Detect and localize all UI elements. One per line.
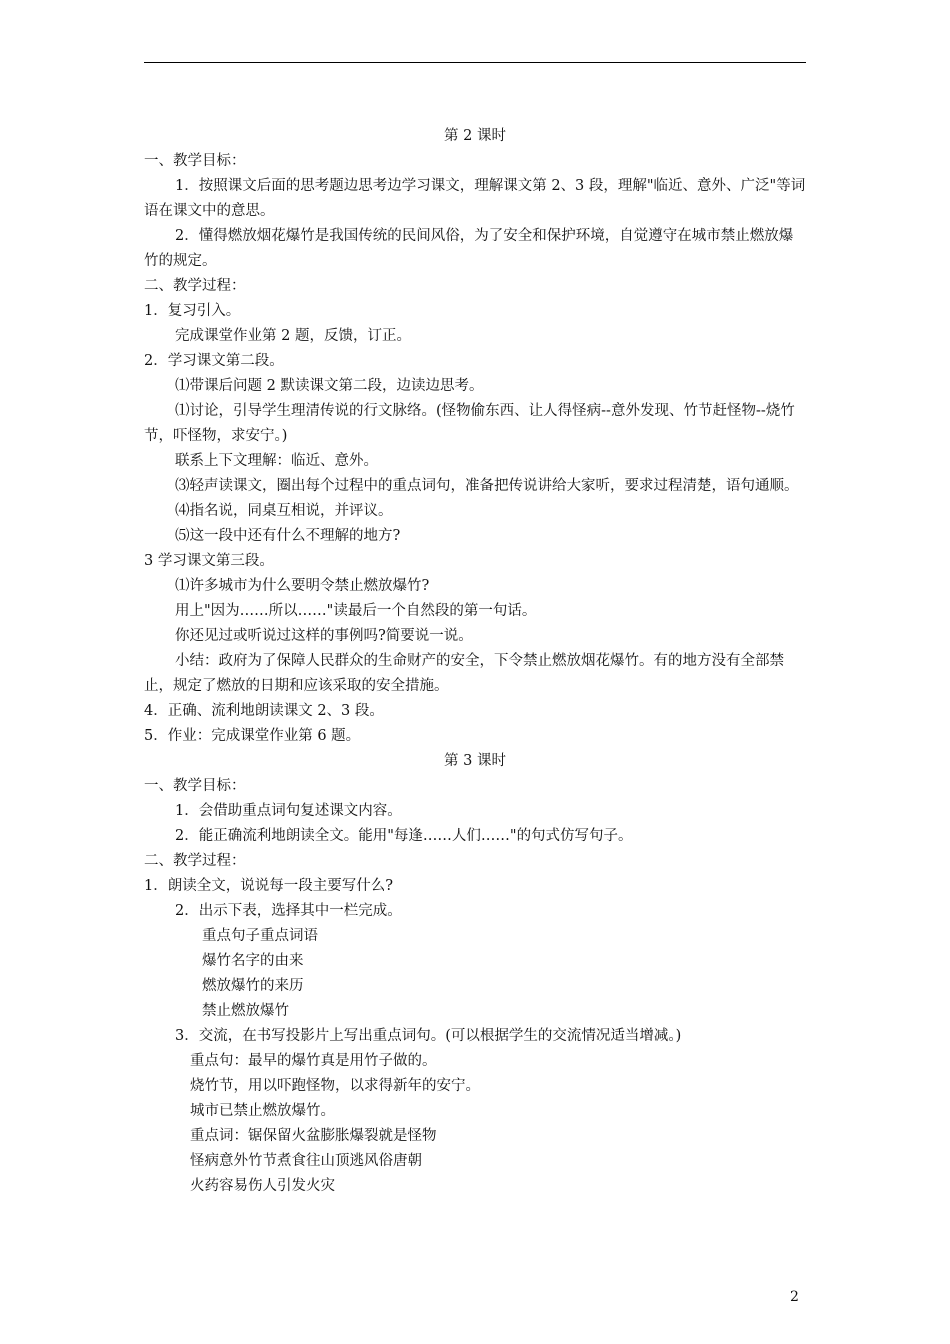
header-rule — [144, 62, 806, 63]
lesson2-step4: 4．正确、流利地朗读课文 2、3 段。 — [144, 703, 384, 719]
key-word-line: 怪病意外竹节煮食往山顶逃风俗唐朝 — [190, 1153, 422, 1169]
table-line: 爆竹名字的由来 — [202, 953, 304, 969]
lesson2-step1-title: 1．复习引入。 — [144, 303, 241, 319]
lesson2-step2-item: ⑶轻声读课文，圈出每个过程中的重点词句，准备把传说讲给大家听，要求过程清楚，语句通顺。 — [175, 478, 799, 494]
lesson2-goal-2: 2．懂得燃放烟花爆竹是我国传统的民间风俗，为了安全和保护环境，自觉遵守在城市禁止燃放爆竹的规定。 — [144, 228, 794, 269]
lesson2-step3-item: 你还见过或听说过这样的事例吗?简要说一说。 — [175, 628, 473, 644]
lesson2-goal-1: 1．按照课文后面的思考题边思考边学习课文，理解课文第 2、3 段，理解"临近、意外、广泛"等词语在课文中的意思。 — [144, 178, 806, 219]
lesson2-title: 第 2 课时 — [444, 128, 506, 144]
lesson2-step3-summary: 小结：政府为了保障人民群众的生命财产的安全，下令禁止燃放烟花爆竹。有的地方没有全部禁止，规定了燃放的日期和应该采取的安全措施。 — [144, 653, 784, 694]
lesson3-title: 第 3 课时 — [444, 753, 506, 769]
table-line: 燃放爆竹的来历 — [202, 978, 304, 994]
lesson2-step3-item: ⑴许多城市为什么要明令禁止燃放爆竹? — [175, 578, 430, 594]
key-sentence-line: 城市已禁止燃放爆竹。 — [190, 1103, 335, 1119]
lesson2-step2-item: ⑷指名说，同桌互相说，并评议。 — [175, 503, 393, 519]
lesson2-step2-item: 联系上下文理解：临近、意外。 — [175, 453, 378, 469]
lesson2-step2-item: ⑸这一段中还有什么不理解的地方? — [175, 528, 401, 544]
lesson2-process-heading: 二、教学过程： — [144, 278, 246, 294]
lesson3-step1: 1．朗读全文，说说每一段主要写什么? — [144, 878, 393, 894]
key-word-line: 重点词：锯保留火盆膨胀爆裂就是怪物 — [190, 1128, 437, 1144]
lesson2-step5: 5．作业：完成课堂作业第 6 题。 — [144, 728, 361, 744]
lesson3-step2-title: 2．出示下表，选择其中一栏完成。 — [175, 903, 402, 919]
lesson2-step2-item: ⑴讨论，引导学生理清传说的行文脉络。(怪物偷东西、让人得怪病--意外发现、竹节赶怪物--烧竹节，吓怪物，求安宁。) — [144, 403, 795, 444]
lesson2-goals-heading: 一、教学目标： — [144, 153, 246, 169]
page-number: 2 — [790, 1289, 799, 1305]
lesson3-step3-title: 3．交流，在书写投影片上写出重点词句。(可以根据学生的交流情况适当增减。) — [175, 1028, 682, 1044]
lesson3-process-heading: 二、教学过程： — [144, 853, 246, 869]
lesson2-step2-item: ⑴带课后问题 2 默读课文第二段，边读边思考。 — [175, 378, 484, 394]
lesson2-step3-item: 用上"因为……所以……"读最后一个自然段的第一句话。 — [175, 603, 537, 619]
table-line: 重点句子重点词语 — [202, 928, 318, 944]
key-word-line: 火药容易伤人引发火灾 — [190, 1178, 335, 1194]
lesson2-step2-title: 2．学习课文第二段。 — [144, 353, 284, 369]
lesson3-goals-heading: 一、教学目标： — [144, 778, 246, 794]
lesson2-step3-title: 3 学习课文第三段。 — [144, 553, 274, 569]
table-line: 禁止燃放爆竹 — [202, 1003, 289, 1019]
lesson3-goal-1: 1．会借助重点词句复述课文内容。 — [175, 803, 402, 819]
lesson3-goal-2: 2．能正确流利地朗读全文。能用"每逢……人们……"的句式仿写句子。 — [175, 828, 633, 844]
lesson2-step1-text: 完成课堂作业第 2 题，反馈，订正。 — [175, 328, 411, 344]
key-sentence-line: 重点句：最早的爆竹真是用竹子做的。 — [190, 1053, 437, 1069]
key-sentence-line: 烧竹节，用以吓跑怪物，以求得新年的安宁。 — [190, 1078, 480, 1094]
document-body — [144, 124, 806, 1199]
